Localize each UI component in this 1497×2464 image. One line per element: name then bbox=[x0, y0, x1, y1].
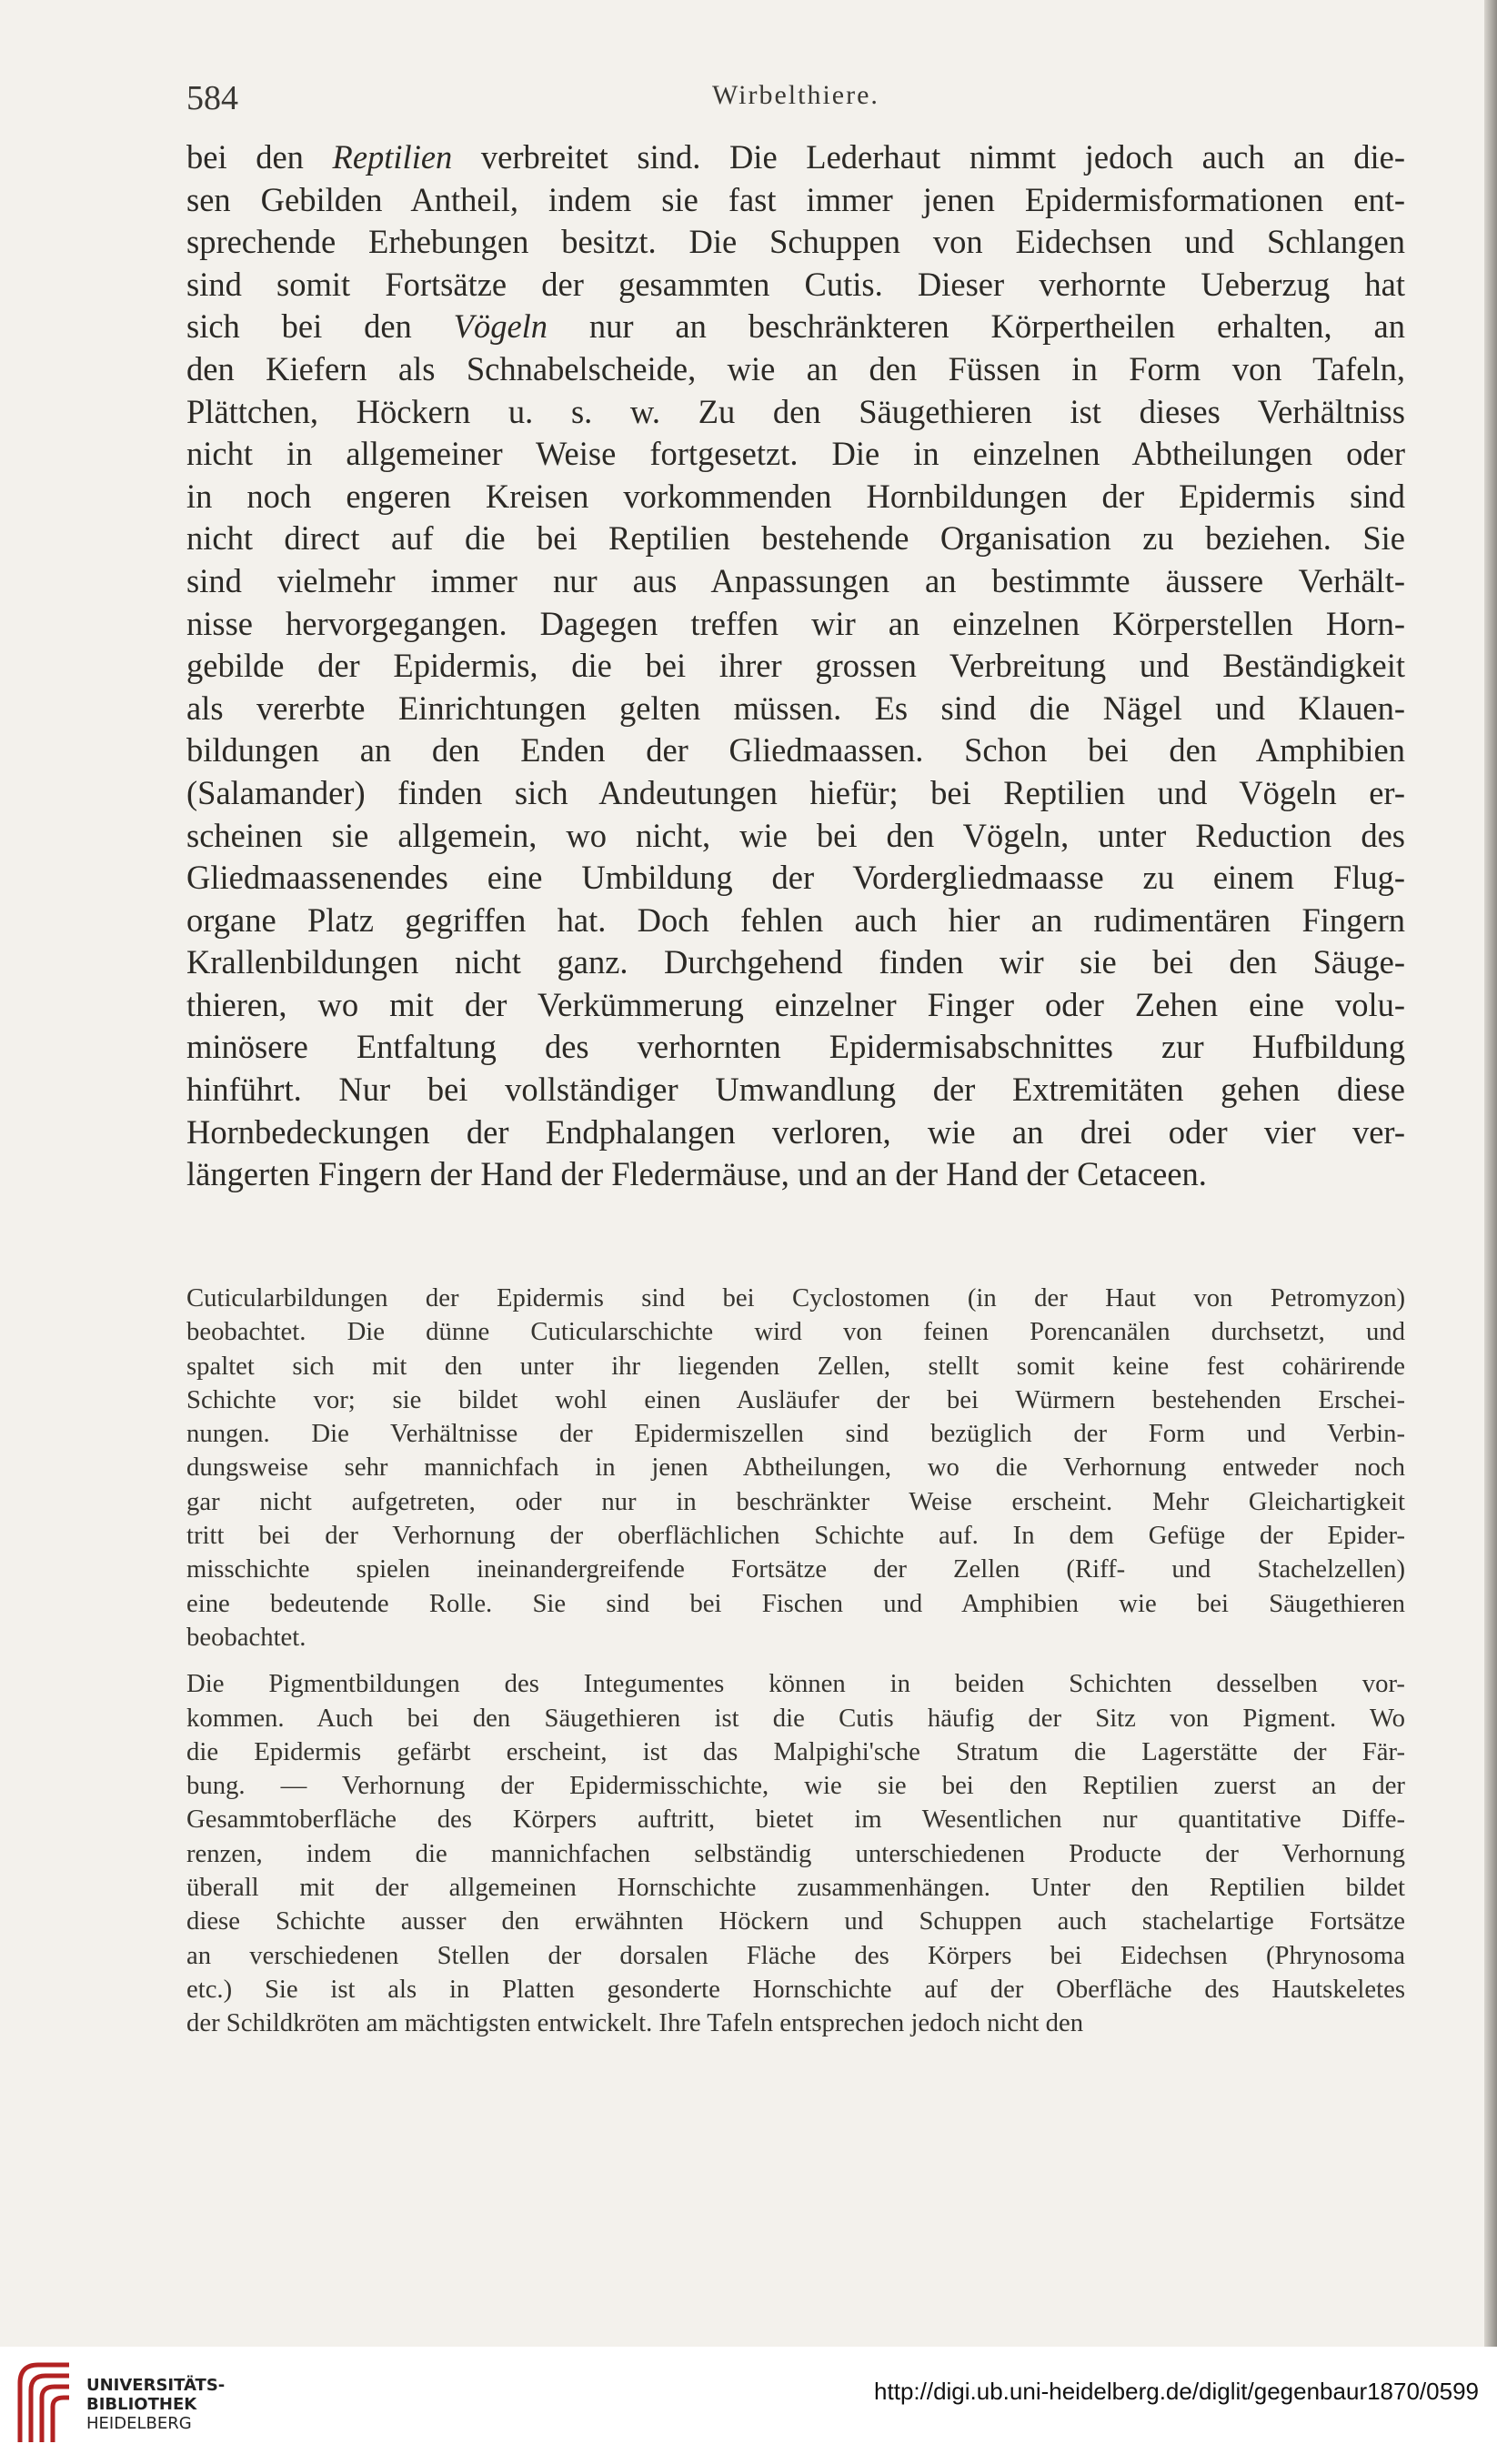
main-text-line bbox=[186, 1026, 1405, 1069]
note-line: kommen. Auch bei den Säugethieren ist die Cutis häufig der Sitz von Pigment. Wo bbox=[186, 1703, 1405, 1733]
main-text-line bbox=[186, 476, 1405, 518]
note-line: Cuticularbildungen der Epidermis sind bei Cyclostomen (in der Haut von Petromyzon) bbox=[186, 1283, 1405, 1312]
text-run: minösere Entfaltung des verhornten Epidermisabschnittes zur Hufbildung bbox=[186, 1028, 1405, 1066]
text-run: Gliedmaassenendes eine Umbildung der Vordergliedmaasse zu einem Flug- bbox=[186, 859, 1405, 897]
note-line: Gesammtoberfläche des Körpers auftritt, bietet im Wesentlichen nur quantitative Diffe- bbox=[186, 1805, 1405, 1835]
note-line: beobachtet. bbox=[186, 1622, 306, 1652]
library-name-line1: UNIVERSITÄTS- bbox=[86, 2376, 226, 2395]
text-run: hinführt. Nur bei vollständiger Umwandlung der Extremitäten gehen diese bbox=[186, 1071, 1405, 1109]
main-text-line bbox=[186, 221, 1405, 264]
notes-block bbox=[186, 1282, 1405, 2054]
text-run: nicht in allgemeiner Weise fortgesetzt. Die in einzelnen Abtheilungen oder bbox=[186, 435, 1405, 473]
note-line: tritt bei der Verhornung der oberflächlichen Schichte auf. In dem Gefüge der Epider- bbox=[186, 1521, 1405, 1551]
text-run: Hornbedeckungen der Endphalangen verloren, wie an drei oder vier ver- bbox=[186, 1112, 1405, 1151]
library-name-line2: BIBLIOTHEK bbox=[86, 2395, 197, 2414]
text-run: den Kiefern als Schnabelscheide, wie an den Füssen in Form von Tafeln, bbox=[186, 349, 1405, 387]
note-paragraph bbox=[186, 1282, 1405, 1654]
text-run: nisse hervorgegangen. Dagegen treffen wir an einzelnen Körperstellen Horn- bbox=[186, 604, 1405, 642]
running-title: Wirbelthiere. bbox=[712, 80, 879, 110]
main-text-line bbox=[186, 729, 1405, 772]
note-line: eine bedeutende Rolle. Sie sind bei Fischen und Amphibien wie bei Säugethieren bbox=[186, 1588, 1405, 1618]
main-text-line bbox=[186, 772, 1405, 815]
main-text-line bbox=[186, 136, 1405, 179]
text-run: sprechende Erhebungen besitzt. Die Schuppen von Eidechsen und Schlangen bbox=[186, 223, 1405, 261]
italic-term: Vögeln bbox=[453, 307, 548, 346]
text-run: längerten Fingern der Hand der Fledermäuse, und an der Hand der Cetaceen. bbox=[186, 1155, 1207, 1193]
source-url-link[interactable]: http://digi.ub.uni-heidelberg.de/diglit/gegenbaur1870/0599 bbox=[874, 2378, 1479, 2405]
library-name bbox=[86, 2376, 225, 2433]
main-text-line bbox=[186, 433, 1405, 476]
main-text-line bbox=[186, 645, 1405, 688]
main-text-line bbox=[186, 603, 1405, 646]
main-text-line bbox=[186, 264, 1405, 307]
note-line: beobachtet. Die dünne Cuticularschichte wird von feinen Porencanälen durchsetzt, und bbox=[186, 1317, 1405, 1347]
text-run: scheinen sie allgemein, wo nicht, wie bei den Vögeln, unter Reduction des bbox=[186, 816, 1405, 854]
note-line: etc.) Sie ist als in Platten gesonderte Hornschichte auf der Oberfläche des Hautskeletes bbox=[186, 1974, 1405, 2004]
text-run: organe Platz gegriffen hat. Doch fehlen auch hier an rudimentären Fingern bbox=[186, 900, 1405, 939]
running-head bbox=[186, 78, 1405, 124]
note-line: misschichte spielen ineinandergreifende Fortsätze der Zellen (Riff- und Stachelzellen) bbox=[186, 1554, 1405, 1584]
note-line: gar nicht aufgetreten, oder nur in beschränkter Weise erscheint. Mehr Gleichartigkeit bbox=[186, 1486, 1405, 1516]
note-line: die Epidermis gefärbt erscheint, ist das Malpighi'sche Stratum die Lagerstätte der Fär- bbox=[186, 1736, 1405, 1766]
main-text-line bbox=[186, 984, 1405, 1027]
note-line: renzen, indem die mannichfachen selbständig unterschiedenen Producte der Verhornung bbox=[186, 1838, 1405, 1868]
text-run: verbreitet sind. Die Lederhaut nimmt jedoch auch an die- bbox=[452, 138, 1405, 176]
main-text-line bbox=[186, 560, 1405, 603]
text-run: nur an beschränkteren Körpertheilen erhalten, an bbox=[548, 307, 1405, 346]
text-run: sind somit Fortsätze der gesammten Cutis. Dieser verhornte Ueberzug hat bbox=[186, 265, 1405, 303]
text-run: als vererbte Einrichtungen gelten müssen. Es sind die Nägel und Klauen- bbox=[186, 689, 1405, 727]
note-line: Schichte vor; sie bildet wohl einen Ausläufer der bei Würmern bestehenden Erschei- bbox=[186, 1384, 1405, 1414]
main-text-line bbox=[186, 1153, 1405, 1196]
library-name-line3: HEIDELBERG bbox=[86, 2414, 192, 2433]
text-run: Krallenbildungen nicht ganz. Durchgehend finden wir sie bei den Säuge- bbox=[186, 943, 1405, 981]
main-text-line bbox=[186, 518, 1405, 560]
main-text-line bbox=[186, 391, 1405, 434]
text-run: bei den bbox=[186, 138, 333, 176]
note-paragraph bbox=[186, 1667, 1405, 2040]
main-text-line bbox=[186, 348, 1405, 391]
text-run: nicht direct auf die bei Reptilien bestehende Organisation zu beziehen. Sie bbox=[186, 519, 1405, 558]
main-text-line bbox=[186, 900, 1405, 942]
main-text-line bbox=[186, 941, 1405, 984]
text-run: bildungen an den Enden der Gliedmaassen. Schon bei den Amphibien bbox=[186, 731, 1405, 769]
note-line: Die Pigmentbildungen des Integumentes können in beiden Schichten desselben vor- bbox=[186, 1669, 1405, 1699]
main-text-line bbox=[186, 815, 1405, 858]
main-text-line bbox=[186, 1069, 1405, 1111]
text-run: sen Gebilden Antheil, indem sie fast immer jenen Epidermisformationen ent- bbox=[186, 180, 1405, 218]
main-text-line bbox=[186, 306, 1405, 348]
text-run: thieren, wo mit der Verkümmerung einzelner Finger oder Zehen eine volu- bbox=[186, 985, 1405, 1023]
note-line: nungen. Die Verhältnisse der Epidermiszellen sind bezüglich der Form und Verbin- bbox=[186, 1419, 1405, 1449]
note-line: spaltet sich mit den unter ihr liegenden Zellen, stellt somit keine fest cohärirende bbox=[186, 1351, 1405, 1381]
main-text-block bbox=[186, 136, 1405, 1196]
main-text-line bbox=[186, 857, 1405, 900]
library-logo-icon bbox=[13, 2356, 76, 2447]
note-line: der Schildkröten am mächtigsten entwickelt. Ihre Tafeln entsprechen jedoch nicht den bbox=[186, 2008, 1084, 2038]
main-text-line bbox=[186, 179, 1405, 222]
page-edge-shadow bbox=[1484, 0, 1497, 2464]
note-line: diese Schichte ausser den erwähnten Höckern und Schuppen auch stachelartige Fortsätze bbox=[186, 1906, 1405, 1936]
text-run: sich bei den bbox=[186, 307, 454, 346]
note-line: überall mit der allgemeinen Hornschichte zusammenhängen. Unter den Reptilien bildet bbox=[186, 1873, 1405, 1903]
page-number: 584 bbox=[186, 79, 238, 117]
note-line: dungsweise sehr mannichfach in jenen Abtheilungen, wo die Verhornung entweder noch bbox=[186, 1453, 1405, 1483]
text-run: sind vielmehr immer nur aus Anpassungen an bestimmte äussere Verhält- bbox=[186, 561, 1405, 599]
note-line: an verschiedenen Stellen der dorsalen Fläche des Körpers bei Eidechsen (Phrynosoma bbox=[186, 1940, 1405, 1970]
text-run: Plättchen, Höckern u. s. w. Zu den Säugethieren ist dieses Verhältniss bbox=[186, 392, 1405, 430]
note-line: bung. — Verhornung der Epidermisschichte, wie sie bei den Reptilien zuerst an der bbox=[186, 1771, 1405, 1801]
text-run: in noch engeren Kreisen vorkommenden Hornbildungen der Epidermis sind bbox=[186, 477, 1405, 515]
italic-term: Reptilien bbox=[332, 138, 453, 176]
text-run: (Salamander) finden sich Andeutungen hiefür; bei Reptilien und Vögeln er- bbox=[186, 773, 1405, 811]
main-text-line bbox=[186, 1111, 1405, 1154]
main-text-line bbox=[186, 688, 1405, 730]
text-run: gebilde der Epidermis, die bei ihrer grossen Verbreitung und Beständigkeit bbox=[186, 647, 1405, 685]
